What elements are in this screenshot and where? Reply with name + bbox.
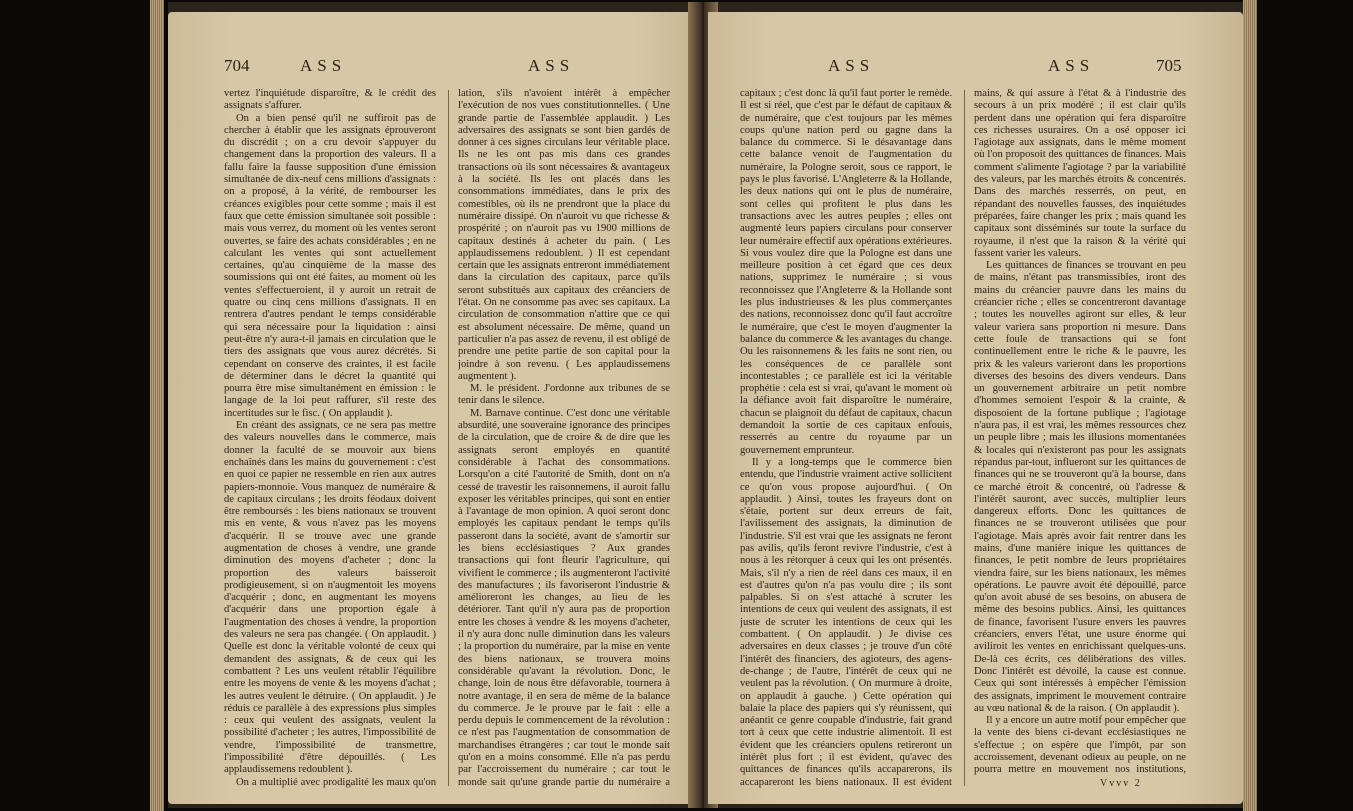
paragraph: On a bien pensé qu'il ne suffiroit pas de chercher à établir que les assignats éprouveront du discrédit ; on a cru devoir s'appuyer du changement dans la proportion des valeurs. Il a fallu faire la fausse supposition d'une émission simultanée de dix-neuf cens millions d'assignats : on a proposé, à la vérité, de rembourser les créances exigibles pour cette somme ; mais il est faux que cette émission simultanée soit possible : mais vous verrez, du moment où les ventes seront ouvertes, se faire des achats considérables ; en ne calculant les ventes qui sont actuellement certaines, qu'au cinquième de la masse des soumissions qui ont été faites, au moment où les ventes s'effectueroient, il y auroit un retrait de quatre ou cinq cens millions d'assignats. Il en rentrera d'autres pendant le temps considérable qui sera nécessaire pour la liquidation : ainsi peut-être n'y aura-t-il jamais en circulation que le tiers des assignats que vous aurez décrétés. Si cependant on conserve des craintes, il est facile de déterminer dans le décret la quantité qui pourra être mise simultanément en émission : le langage de la loi peut raffurer, s'il reste des incertitudes sur le fisc. ( On applaudit ). [224,112,436,419]
paragraph: mains, & qui assure à l'état & à l'industrie des secours à un prix modéré ; il est clair qu'ils perdent dans une opération qui fera disparoître ces richesses usuraires. On a osé opposer ici l'agiotage aux assignats, dans le même moment où l'on proposoit des quittances de finances. Mais comment s'alimente l'agiotage ? par la variabilité des valeurs, par les marchés étroits & concentrés. Dans des marchés resserrés, on peut, en répandant des nouvelles fausses, des inquiétudes préparées, faire changer les prix ; mais quand les capitaux sont disséminés sur toute la surface du royaume, il n'est que la raison & la vérité qui fassent varier les valeurs. [974,88,1186,259]
paragraph: M. Barnave continue. C'est donc une véritable absurdité, une souveraine ignorance des principes de la circulation, que de croire & de dire que les assignats seront employés en quantité considérable à l'achat des consommations. Lorsqu'on a cité l'autorité de Smith, dont on n'a cessé de travestir les raisonnemens, il auroit fallu exposer les véritables principes, qui sont en entier à l'avantage de mon opinion. A quoi seront donc employés les capitaux pendant le temps qu'ils passeront dans la société, avant de s'amortir sur les biens ecclésiastiques ? Aux grandes transactions qui font fleurir l'agriculture, qui vivifient le commerce ; ils augmenteront l'activité des manufactures ; ils favoriseront l'industrie & amélioreront les changes, au lieu de les détériorer. Tant qu'il n'y aura pas de proportion entre les choses à vendre & les moyens d'acheter, il n'y aura donc nulle diminution dans les valeurs ; la proportion du numéraire, par la mise en vente des biens nationaux, se trouvera moins considérable qu'avant la révolution. Donc, le change, loin de nous être défavorable, tournera à notre avantage, il en sera de même de la balance du commerce. Je le prouve par le fait : elle a perdu depuis le commencement de la révolution : ce n'est pas l'augmentation de consommation de marchandises étrangères ; car tout le monde sait qu'on en a moins consommé. Elle n'a pas perdu par l'accroissement du numéraire ; car tout le monde sait qu'une grande partie du numéraire a [458,407,670,788]
paragraph: En créant des assignats, ce ne sera pas mettre des valeurs nouvelles dans le commerce, mais donner la faculté de se mouvoir aux biens enchaînés dans les mains du gouvernement : c'est en quoi ce papier ne ressemble en rien aux autres papiers-monnoie. Vous manquez de numéraire & de capitaux circulans ; les droits féodaux doivent être remboursés : les biens nationaux se trouvent mis en vente, & vous n'avez pas les moyens d'acquérir. Il se trouve avec une grande augmentation de choses à vendre, une grande diminution des moyens d'acheter ; donc la proportion des valeurs baisseroit prodigieusement, si on n'augmentoit les moyens d'acquérir ; donc, en augmentant les moyens d'acquérir dans une proportion égale à l'augmentation des choses à vendre, la proportion des valeurs ne sera pas changée. ( On applaudit. ) Quelle est donc la véritable volonté de ceux qui demandent des assignats, & de ceux qui les combattent ? Les uns veulent rétablir l'équilibre entre les moyens de vente & les moyens d'achat ; les autres veulent le détruire. ( On applaudit. ) Je réduis ce parallèle à des expressions plus simples : ceux qui veulent des assignats, veulent la possibilité d'acheter ; les autres, l'impossibilité de vendre, l'impossibilité de transmettre, l'impossibilité d'être dépouillés. ( Les applaudissemens redoublent ). [224,420,436,776]
left-column-2 [458,88,670,790]
paragraph: Il y a encore un autre motif pour empêcher que la vente des biens ci-devant ecclésiastiques ne s'effectue ; on espère que l'impôt, par son accroissement, devenant odieux au peuple, on ne pourra mettre en mouvement nos institutions, [974,715,1186,776]
paragraph: Les quittances de finances se trouvant en peu de mains, n'étant pas transmissibles, iront des mains du créancier pauvre dans les mains du créancier riche ; elles se concentreront davantage ; toutes les nouvelles agiront sur elles, & leur valeur variera sans proportion ni mesure. Dans cette foule de transactions qui se font continuellement entre le riche & le pauvre, les prix & les valeurs varieront dans les proportions diverses des besoins des divers vendeurs. Dans un gouvernement arbitraire un petit nombre d'hommes semoient l'espoir & la crainte, & disposoient de la fortune publique ; l'agiotage n'aura pas, il est vrai, les mêmes ressources chez un peuple libre ; mais les illusions momentanées & locales qui n'existeront pas pour les assignats répandus par-tout, influeront sur les quittances de finances qui ne se trouveront qu'à la bourse, dans ce marché étroit & concentré, où l'adresse & l'intérêt sauront, avec succès, multiplier leurs dangereux efforts. Donc les quittances de finances ne se trouveront utilisées que pour l'agiotage. Mais après avoir fait rentrer dans les mains, d'une manière inique les quittances de finances, le petit nombre de leurs propriétaires viendra faire, sur les biens nationaux, les mêmes opérations. Le pauvre avoit été dépouillé, parce qu'on avoit abusé de ses besoins, on abusera de même des besoins publics. Ainsi, les quittances de finance, favorisent l'usure envers les pauvres créanciers, envers l'état, une usure énorme qui aviliroit les ventes en enrichissant quelques-uns. De-là ces écrits, ces délibérations des villes. Donc l'intérêt est dévoilé, la cause est connue. Ceux qui sont intéressés à empêcher l'émission des assignats, impriment le mouvement contraire au vœu national & de la raison. ( On applaudit ). [974,260,1186,714]
right-column-2 [974,88,1186,776]
right-column-1 [740,88,952,790]
book-spread [168,2,1243,808]
right-running-head-2: ASS [1048,56,1095,75]
left-running-head: ASS [300,56,347,75]
left-page [168,12,698,804]
column-rule [964,90,965,786]
paragraph: lation, s'ils n'avoient intérêt à empêcher l'exécution de nos vues constitutionnelles. ( Une grande partie de l'assemblée applaudit. ) Les adversaires des assignats se sont bien gardés de donner à ces signes circulans leur véritable place. Ils ne les ont pas mis dans ces grandes transactions où ils sont nécessaires & avantageux à la société. Ils les ont placés dans les consommations immédiates, dans le prix des comestibles, où ils ne prendront que la place du numéraire dissipé. On n'auroit vu que richesse & prospérité ; on n'auroit pas vu 1900 millions de capitaux destinés à acheter du pain. ( Les applaudissemens redoublent. ) Il est cependant certain que les assignats entreront immédiatement dans la circulation des capitaux, parce qu'ils seront substitués aux capitaux des créanciers de l'état. On ne consomme pas avec ses capitaux. La circulation de consommation n'attire que ce qui est absolument nécessaire. De même, quand un particulier n'a pas assez de revenu, il est obligé de prendre une petite partie de son capital pour la joindre à son revenu. ( Les applaudissemens augmentent ). [458,88,670,382]
left-header [168,56,698,80]
paragraph: M. le président. J'ordonne aux tribunes de se tenir dans le silence. [458,383,670,407]
left-page-edges [150,0,164,811]
signature-mark: Vvvv 2 [1100,778,1142,789]
right-running-head: ASS [828,56,875,75]
right-page-edges [1243,0,1257,811]
paragraph: Il y a long-temps que le commerce bien entendu, que l'industrie vraiment active sollicitent ce qu'on vous propose aujourd'hui. ( On applaudit. ) Ainsi, toutes les frayeurs dont on s'étaie, portent sur deux erreurs de fait, l'avilissement des assignats, la diminution de l'industrie. S'il est vrai que les assignats ne feront pas avilis, qu'ils feront revivre l'industrie, c'est à nous à les rétorquer à ceux qui les ont présentés. Mais, s'il n'y a rien de réel dans ces maux, il en est d'autres qu'on n'a pas voulu dire ; ils sont palpables. Si on s'est attaché à scruter les intentions de ceux qui veulent des assignats, il est juste de scruter les intentions de ceux qui les combattent. ( On applaudit. ) Je divise ces adversaires en deux classes ; je trouve d'un côté l'intérêt des financiers, des agioteurs, des agens-de-change ; de l'autre, l'intérêt de ceux qui ne veulent pas la révolution. ( On murmure à droite, on applaudit à gauche. ) Cette opération qui balaie la place des papiers qui s'y réunissent, qui anéantit ce genre coupable d'industrie, fait grand tort à ceux que cette industrie alimentoit. Il est évident que les créanciers opulens retireront un intérêt plus fort ; il est évident, qu'avec des quittances de finances qu'ils accaparerons, ils accapareront les biens nationaux. Il est évident [740,456,952,788]
paragraph: vertez l'inquiétude disparoître, & le crédit des assignats s'affurer. [224,88,436,112]
left-running-head-2: ASS [528,56,575,75]
left-column-1 [224,88,436,790]
right-folio: 705 [1156,56,1182,75]
column-rule [448,90,449,786]
paragraph: On a multiplié avec prodigalité les maux qu'on [236,776,436,788]
left-folio: 704 [224,56,250,75]
right-page [708,12,1243,804]
right-header [708,56,1243,80]
paragraph: capitaux ; c'est donc là qu'il faut porter le remède. Il est si réel, que c'est par le défaut de capitaux & de numéraire, que c'est toujours par les mêmes coups qu'une nation perd ou gagne dans la balance du commerce. Si le désavantage dans cette balance venoit de l'augmentation du numéraire, la Pologne seroit, sous ce rapport, le pays le plus favorisé. L'Angleterre & la Hollande, les deux nations qui ont le plus de numéraire, sont celles qui profitent le plus dans les transactions avec les autres peuples ; elles ont augmenté leurs papiers circulans pour conserver leur numéraire effectif aux opérations extérieures. Si vous voulez dire que la Pologne est dans une meilleure position à cet égard que ces deux nations, supprimez le numéraire ; si vous reconnoissez que l'Angleterre & la Hollande sont les plus industrieuses & les plus commerçantes des nations, reconnoissez donc qu'il faut accroître le numéraire, que c'est le moyen d'augmenter la balance du commerce & les avantages du change. Ou les raisonnemens & les faits ne sont rien, ou les conséquences de ce parallèle sont incontestables ; ce parallèle est ici la véritable prophétie : cela est si vrai, qu'avant le moment où la défiance avoit fait disparoître le numéraire, chacun se plaignoit du défaut de capitaux, chacun demandoit la sortie de ces capitaux enfouis, resserrés au centre du royaume par un gouvernement emprunteur. [740,88,952,456]
